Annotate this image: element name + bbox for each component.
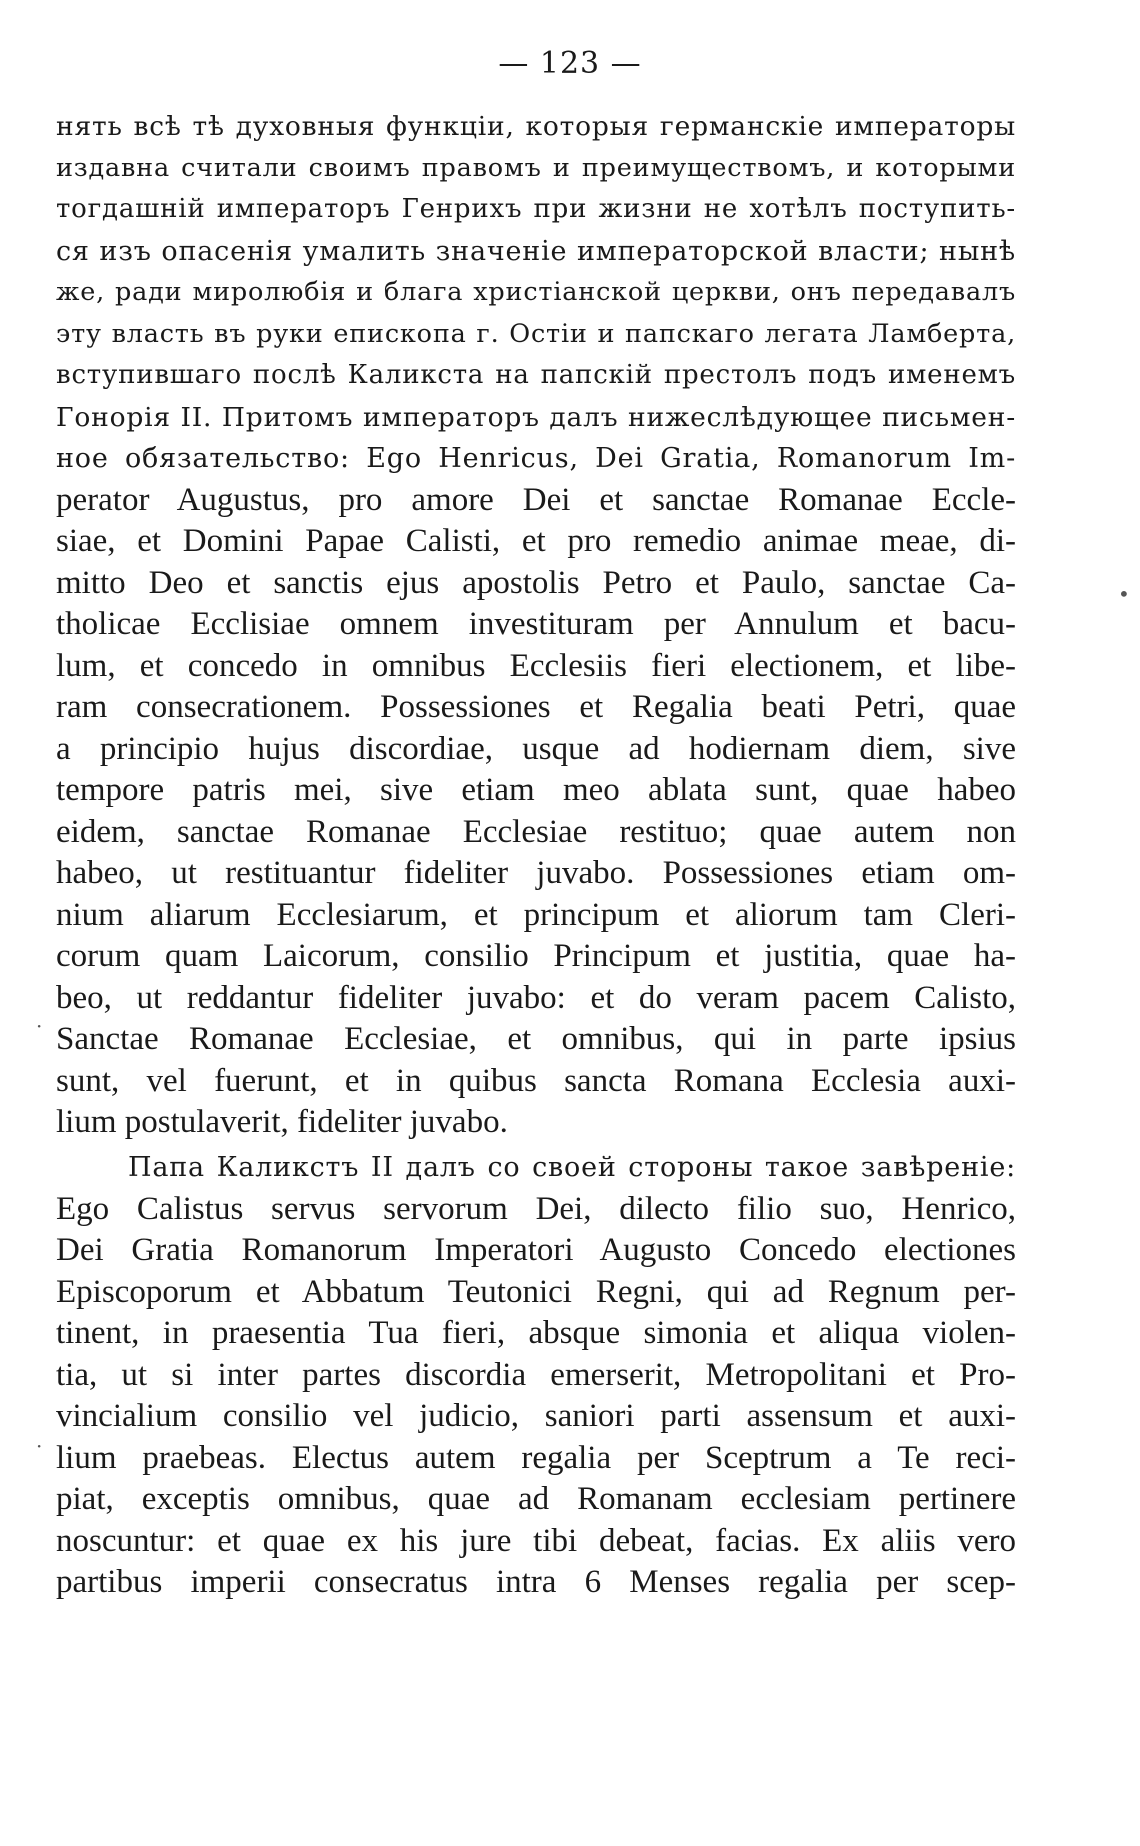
text-line: Папа Каликстъ II далъ со своей стороны такое завѣреніе: <box>128 1152 1016 1183</box>
text-line: tholicae Ecclisiae omnem investituram per Annulum et bacu- <box>56 606 1016 642</box>
text-line: tempore patris mei, sive etiam meo ablata sunt, quae habeo <box>56 772 1016 808</box>
text-line: a principio hujus discordiae, usque ad hodiernam diem, sive <box>56 730 1016 767</box>
text-line: corum quam Laicorum, consilio Principum et justitia, quae ha- <box>56 938 1016 974</box>
margin-speck: · <box>36 1014 43 1038</box>
text-line: нять всѣ тѣ духовныя функціи, которыя германскіе императоры <box>56 111 1016 142</box>
text-line: mitto Deo et sanctis ejus apostolis Petro et Paulo, sanctae Ca- <box>56 564 1016 601</box>
text-line: siae, et Domini Papae Calisti, et pro remedio animae meae, di- <box>56 523 1016 559</box>
text-line: partibus imperii consecratus intra 6 Menses regalia per scep- <box>56 1564 1016 1600</box>
paragraph-2 <box>56 1147 1016 1604</box>
text-line: Гонорія II. Притомъ императоръ далъ нижеслѣдующее письмен- <box>56 401 1016 433</box>
text-line: tia, ut si inter partes discordia emerserit, Metropolitani et Pro- <box>56 1356 1016 1393</box>
text-line: vincialium consilio vel judicio, saniori parti assensum et auxi- <box>56 1398 1016 1434</box>
text-line: lum, et concedo in omnibus Ecclesiis fieri electionem, et libe- <box>56 647 1016 684</box>
text-line: lium praebeas. Electus autem regalia per Sceptrum a Te reci- <box>56 1439 1016 1476</box>
margin-speck: • <box>1118 582 1130 606</box>
text-line: тогдашній императоръ Генрихъ при жизни не хотѣлъ поступить- <box>56 194 1016 224</box>
page-number: — 123 — <box>498 46 642 81</box>
margin-speck: · <box>36 1434 43 1458</box>
text-line: Ego Calistus servus servorum Dei, dilecto filio suo, Henrico, <box>56 1190 1016 1227</box>
text-line: эту власть въ руки епископа г. Остіи и папскаго легата Ламберта, <box>56 318 1016 349</box>
text-line: nium aliarum Ecclesiarum, et principum et aliorum tam Cleri- <box>56 896 1016 933</box>
text-line: ram consecrationem. Possessiones et Regalia beati Petri, quae <box>56 689 1016 725</box>
text-line: noscuntur: et quae ex his jure tibi debeat, facias. Ex aliis vero <box>56 1522 1016 1559</box>
text-line: piat, exceptis omnibus, quae ad Romanam ecclesiam pertinere <box>56 1481 1016 1517</box>
text-line: вступившаго послѣ Каликста на папскій престолъ подъ именемъ <box>56 360 1016 390</box>
text-line: ся изъ опасенія умалить значеніе императорской власти; нынѣ <box>56 235 1016 267</box>
paragraph-1 <box>56 106 1016 1144</box>
text-line: beo, ut reddantur fideliter juvabo: et do veram pacem Calisto, <box>56 979 1016 1016</box>
text-line: Episcoporum et Abbatum Teutonici Regni, qui ad Regnum per- <box>56 1273 1016 1310</box>
text-line: tinent, in praesentia Tua fieri, absque simonia et aliqua violen- <box>56 1315 1016 1351</box>
text-line: ное обязательство: Ego Henricus, Dei Gratia, Romanorum Im- <box>56 443 1016 474</box>
text-line: Sanctae Romanae Ecclesiae, et omnibus, qui in parte ipsius <box>56 1021 1016 1057</box>
text-line: издавна считали своимъ правомъ и преимуществомъ, и которыми <box>56 152 1016 183</box>
text-line: eidem, sanctae Romanae Ecclesiae restituo; quae autem non <box>56 813 1016 850</box>
text-line: habeo, ut restituantur fideliter juvabo. Possessiones etiam om- <box>56 855 1016 891</box>
text-line: sunt, vel fuerunt, et in quibus sancta Romana Ecclesia auxi- <box>56 1062 1016 1099</box>
text-line: perator Augustus, pro amore Dei et sanctae Romanae Eccle- <box>56 481 1016 518</box>
text-line: Dei Gratia Romanorum Imperatori Augusto Concedo electiones <box>56 1232 1016 1268</box>
text-line: же, ради миролюбія и блага христіанской церкви, онъ передавалъ <box>56 277 1016 307</box>
text-line: lium postulaverit, fideliter juvabo. <box>56 1104 508 1140</box>
